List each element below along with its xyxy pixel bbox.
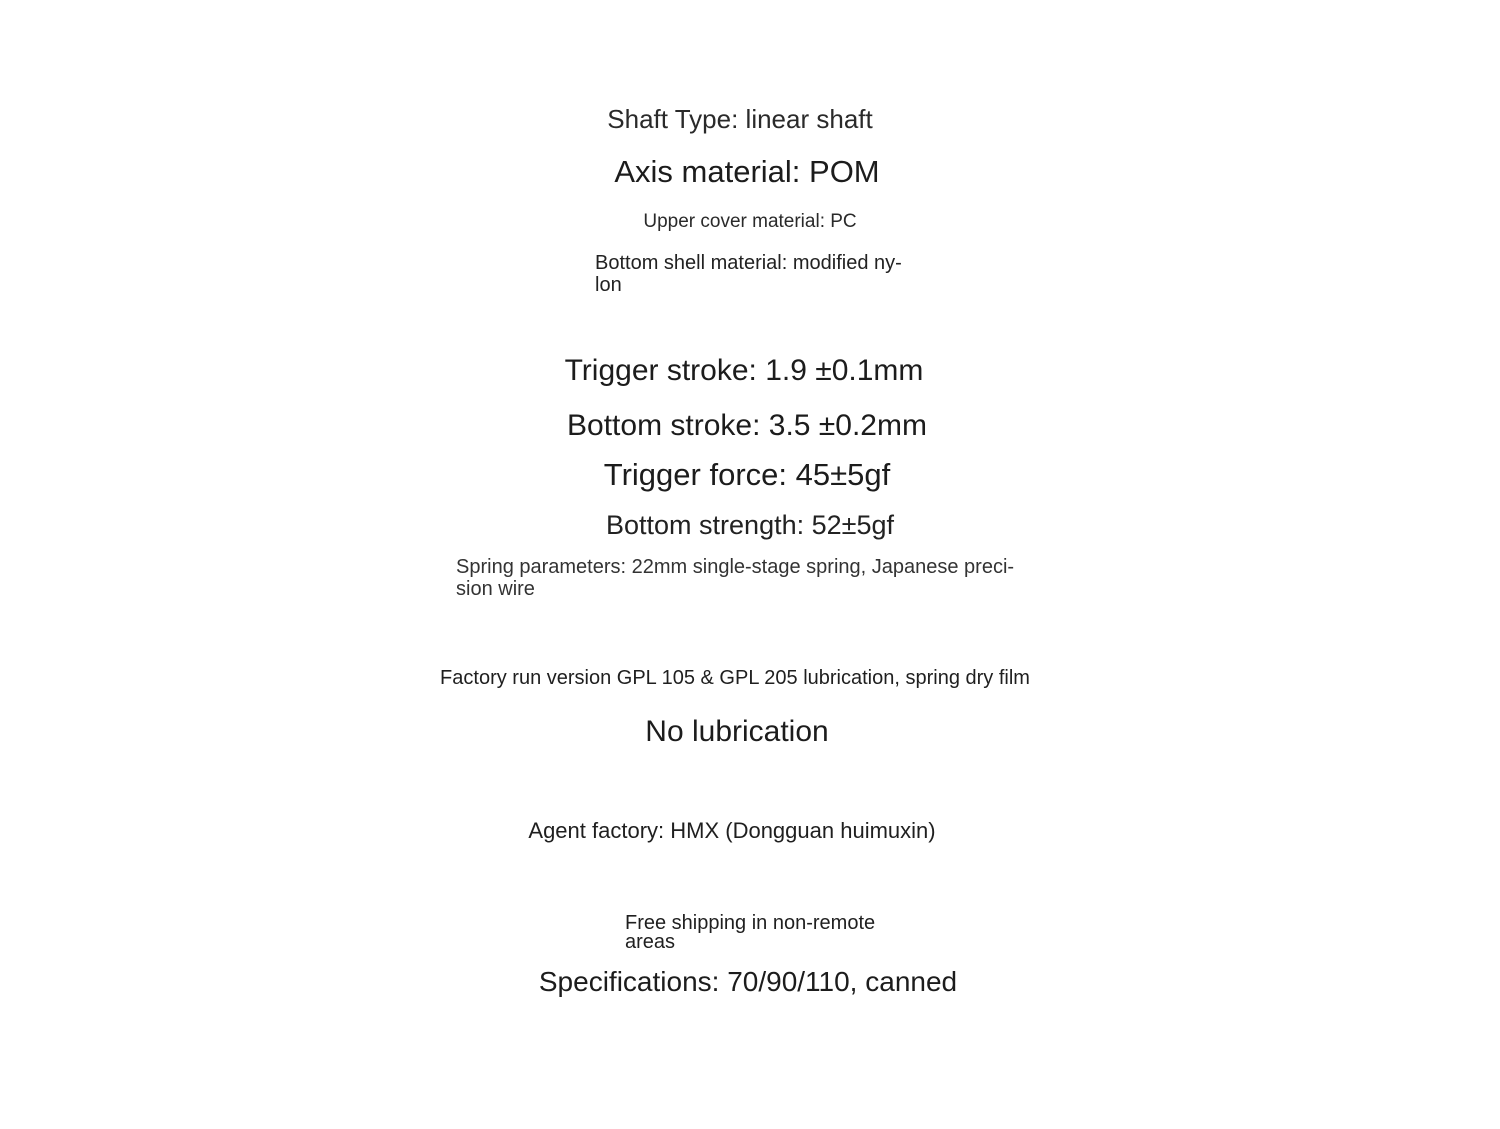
factory-run-version-text: Factory run version GPL 105 & GPL 205 lubrication, spring dry film [440,667,1030,689]
shaft-type-text: Shaft Type: linear shaft [607,104,873,134]
bottom-shell-material-text: Bottom shell material: modified ny-lon [595,252,902,296]
bottom-strength-text: Bottom strength: 52±5gf [606,510,894,540]
spring-parameters-text: Spring parameters: 22mm single-stage spring, Japanese preci-sion wire [456,556,1015,600]
free-shipping-text: Free shipping in non-remote areas [625,912,876,953]
no-lubrication-text: No lubrication [645,715,829,748]
bottom-stroke-text: Bottom stroke: 3.5 ±0.2mm [567,409,927,442]
agent-factory-text: Agent factory: HMX (Dongguan huimuxin) [528,818,936,843]
trigger-force-text: Trigger force: 45±5gf [603,457,891,492]
specifications-text: Specifications: 70/90/110, canned [538,966,958,997]
upper-cover-material-text: Upper cover material: PC [643,211,857,232]
axis-material-text: Axis material: POM [614,154,880,189]
trigger-stroke-text: Trigger stroke: 1.9 ±0.1mm [564,354,924,387]
